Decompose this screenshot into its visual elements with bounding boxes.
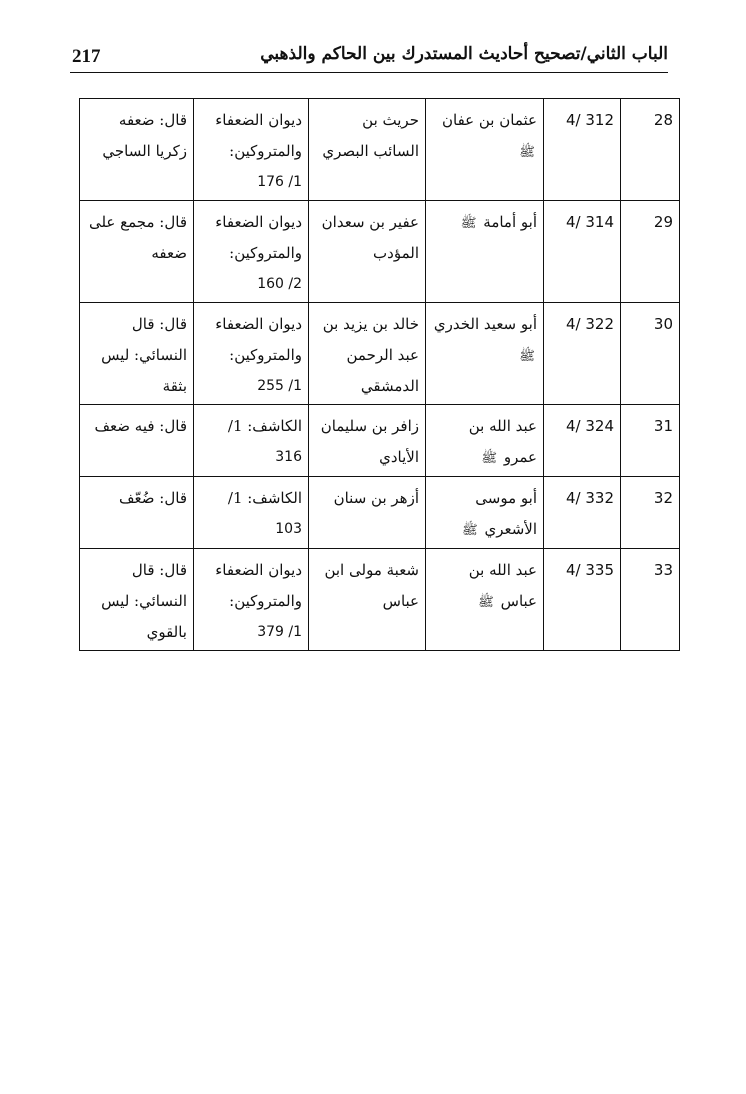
- table-row: [80, 549, 680, 651]
- critic-statement-text: قال: قال النسائي: ليس بالقوي: [101, 561, 187, 641]
- companion-name-text: عثمان بن عفان: [442, 111, 537, 129]
- companion-name-text: أبو موسى الأشعري: [475, 489, 537, 538]
- page-header: [70, 40, 668, 73]
- table-row: [80, 201, 680, 303]
- companion-name: [426, 405, 544, 477]
- source-reference-text: الكاشف: 1/: [227, 489, 302, 507]
- companion-name-text: عبد الله بن عمرو: [468, 417, 537, 466]
- table-row: [80, 405, 680, 477]
- companion-name-text: أبو أمامة: [483, 213, 537, 231]
- source-reference: [194, 303, 309, 405]
- narrator-name: [309, 477, 426, 549]
- volume-page-ref-text: 4/ 335: [566, 561, 614, 579]
- volume-page-ref-text: 4/ 314: [566, 213, 614, 231]
- volume-page-ref: [544, 99, 621, 201]
- critic-statement: [80, 99, 194, 201]
- companion-name-text: أبو سعيد الخدري: [433, 315, 537, 333]
- companion-name-text: عبد الله بن عباس: [468, 561, 537, 610]
- narrator-name: [309, 549, 426, 651]
- table-row: [80, 477, 680, 549]
- critic-statement-text: قال: قال النسائي: ليس بثقة: [101, 315, 187, 395]
- source-page: 316: [275, 449, 302, 465]
- page-number: 217: [72, 46, 101, 67]
- volume-page-ref-text: 4/ 312: [566, 111, 614, 129]
- source-reference-text: ديوان الضعفاء والمتروكين:: [215, 213, 302, 262]
- volume-page-ref: [544, 549, 621, 651]
- critic-statement-text: قال: مجمع على ضعفه: [88, 213, 187, 262]
- honorific-mark: ﷺ: [478, 595, 494, 610]
- narrator-name-text: حريث بن السائب البصري: [322, 111, 419, 160]
- narrator-name: [309, 303, 426, 405]
- volume-page-ref: [544, 477, 621, 549]
- honorific-mark: ﷺ: [481, 451, 498, 466]
- honorific-mark: ﷺ: [461, 523, 478, 538]
- critic-statement: [80, 201, 194, 303]
- narrator-name-text: أزهر بن سنان: [333, 489, 419, 507]
- table-row: [80, 99, 680, 201]
- row-number: [621, 201, 680, 303]
- source-page: 176 /1: [257, 174, 302, 190]
- source-reference: [194, 99, 309, 201]
- honorific-mark: ﷺ: [519, 145, 535, 160]
- source-page: 160 /2: [257, 276, 302, 292]
- narrator-name-text: عفير بن سعدان المؤدب: [321, 213, 419, 262]
- source-page: 255 /1: [257, 378, 302, 394]
- row-number: [621, 405, 680, 477]
- row-number: [621, 303, 680, 405]
- running-title: الباب الثاني/تصحيح أحاديث المستدرك بين الحاكم والذهبي: [260, 44, 668, 64]
- volume-page-ref-text: 4/ 324: [566, 417, 614, 435]
- row-number-text: 33: [653, 561, 673, 579]
- companion-name: [426, 303, 544, 405]
- volume-page-ref-text: 4/ 322: [566, 315, 614, 333]
- row-number-text: 29: [653, 213, 673, 231]
- source-page: 379 /1: [257, 624, 302, 640]
- narrator-name: [309, 405, 426, 477]
- narrator-name-text: زافر بن سليمان الأيادي: [320, 417, 419, 466]
- honorific-mark: ﷺ: [460, 216, 477, 231]
- row-number: [621, 99, 680, 201]
- narrator-name: [309, 99, 426, 201]
- companion-name: [426, 99, 544, 201]
- volume-page-ref-text: 4/ 332: [566, 489, 614, 507]
- row-number-text: 28: [653, 111, 673, 129]
- source-reference-text: ديوان الضعفاء والمتروكين:: [215, 561, 302, 610]
- source-reference: [194, 477, 309, 549]
- hadith-table: [79, 98, 680, 651]
- critic-statement-text: قال: ضعفه زكريا الساجي: [102, 111, 187, 160]
- row-number: [621, 477, 680, 549]
- critic-statement: [80, 303, 194, 405]
- volume-page-ref: [544, 303, 621, 405]
- hadith-table-body: [80, 99, 680, 651]
- row-number-text: 31: [653, 417, 673, 435]
- critic-statement: [80, 405, 194, 477]
- honorific-mark: ﷺ: [519, 349, 535, 364]
- source-reference: [194, 549, 309, 651]
- volume-page-ref: [544, 201, 621, 303]
- source-reference: [194, 201, 309, 303]
- narrator-name: [309, 201, 426, 303]
- companion-name: [426, 477, 544, 549]
- critic-statement-text: قال: ضُعّف: [119, 489, 187, 507]
- narrator-name-text: شعبة مولى ابن عباس: [324, 561, 419, 610]
- source-reference: [194, 405, 309, 477]
- source-reference-text: ديوان الضعفاء والمتروكين:: [215, 315, 302, 364]
- source-page: 103: [275, 521, 302, 537]
- row-number: [621, 549, 680, 651]
- source-reference-text: ديوان الضعفاء والمتروكين:: [215, 111, 302, 160]
- companion-name: [426, 201, 544, 303]
- critic-statement-text: قال: فيه ضعف: [94, 417, 187, 435]
- companion-name: [426, 549, 544, 651]
- critic-statement: [80, 549, 194, 651]
- narrator-name-text: خالد بن يزيد بن عبد الرحمن الدمشقي: [322, 315, 419, 395]
- critic-statement: [80, 477, 194, 549]
- row-number-text: 30: [653, 315, 673, 333]
- table-row: [80, 303, 680, 405]
- source-reference-text: الكاشف: 1/: [227, 417, 302, 435]
- row-number-text: 32: [653, 489, 673, 507]
- volume-page-ref: [544, 405, 621, 477]
